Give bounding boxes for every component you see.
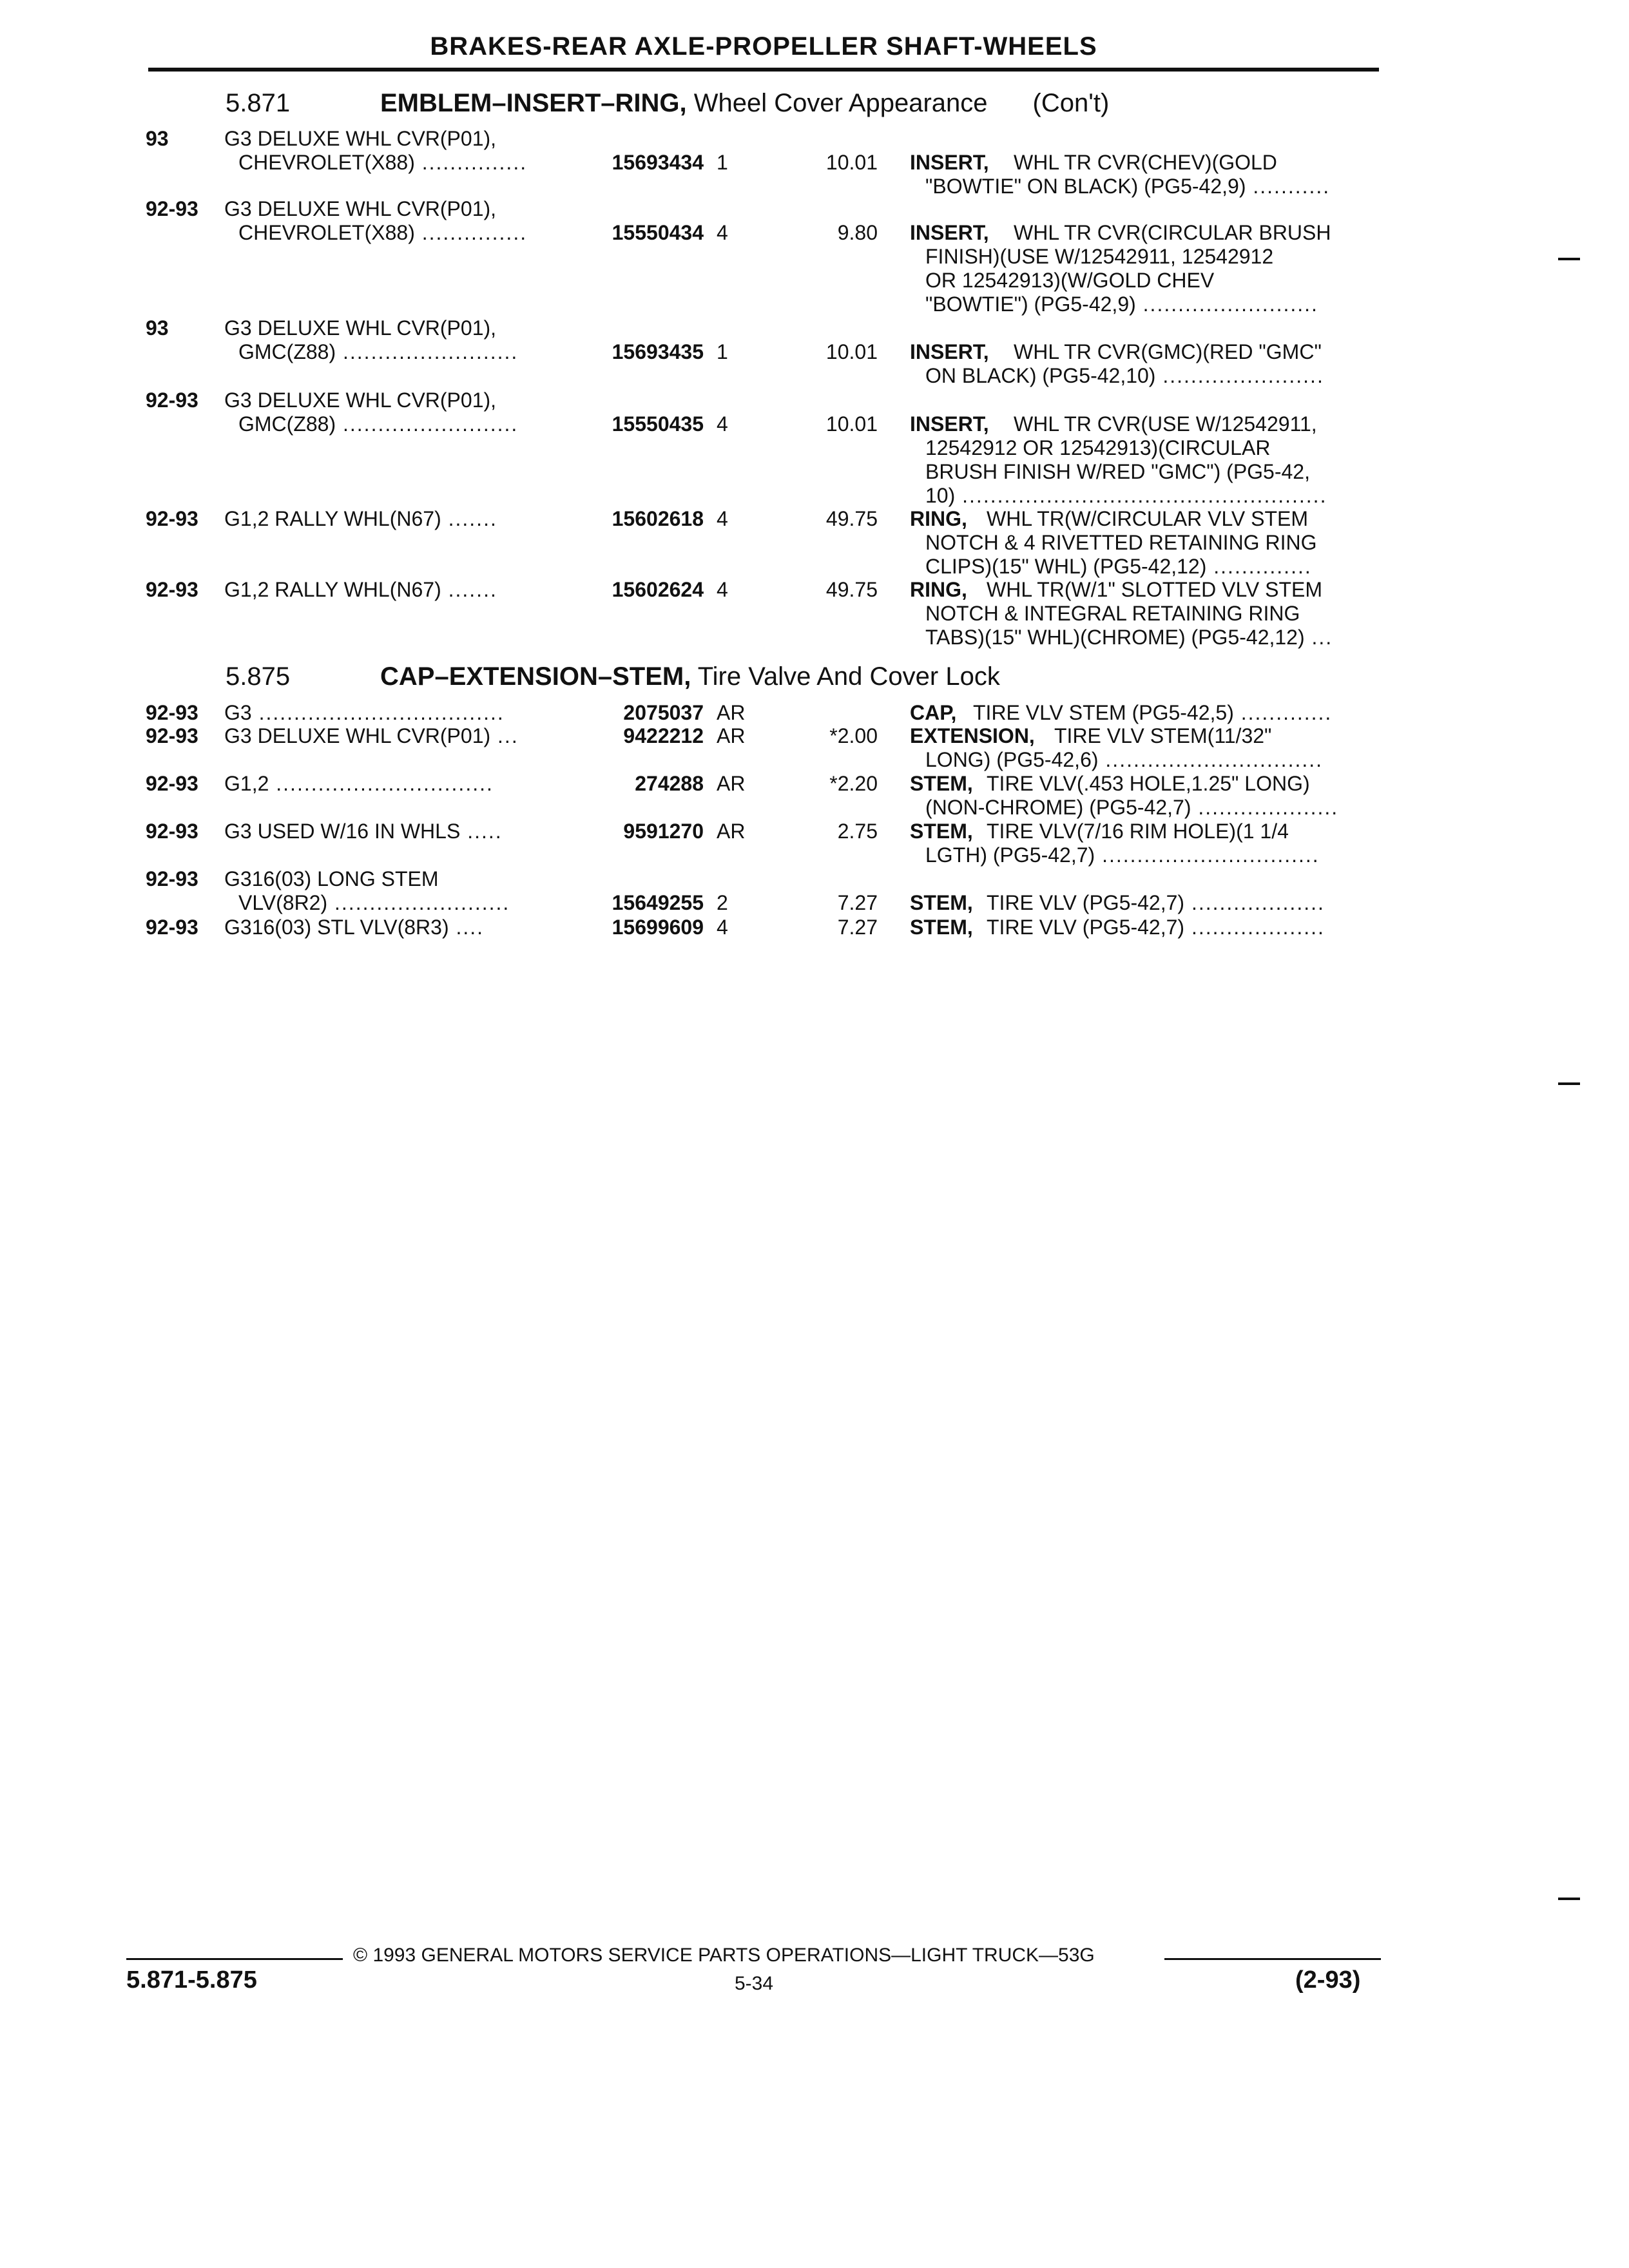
application-description-continued: GMC(Z88) ......................... bbox=[238, 340, 519, 363]
quantity: 4 bbox=[717, 578, 728, 601]
section-number: 5.871 bbox=[226, 89, 291, 117]
part-note: WHL TR CVR(GMC)(RED "GMC" bbox=[1014, 340, 1322, 363]
leader-dots: ................................... bbox=[251, 701, 505, 724]
part-name: STEM, bbox=[910, 916, 973, 939]
model-year: 92-93 bbox=[146, 867, 198, 890]
leader-dots: ................... bbox=[1184, 916, 1325, 939]
quantity: AR bbox=[717, 772, 746, 795]
quantity: 2 bbox=[717, 891, 728, 914]
part-note-continued: "BOWTIE" ON BLACK) (PG5-42,9) ........... bbox=[925, 175, 1331, 198]
application-description: G316(03) STL VLV(8R3) .... bbox=[224, 916, 485, 939]
leader-dots: ............... bbox=[414, 151, 528, 174]
part-number: 2075037 bbox=[623, 701, 704, 724]
part-number: 15649255 bbox=[612, 891, 704, 914]
part-name: STEM, bbox=[910, 772, 973, 795]
part-number: 15693434 bbox=[612, 151, 704, 174]
part-name: INSERT, bbox=[910, 151, 989, 174]
price: 10.01 bbox=[825, 340, 878, 363]
quantity: 1 bbox=[717, 340, 728, 363]
price: 49.75 bbox=[825, 578, 878, 601]
price: *2.00 bbox=[829, 724, 878, 747]
part-note: TIRE VLV STEM (PG5-42,5) ............. bbox=[973, 701, 1333, 724]
section-title bbox=[380, 662, 1045, 691]
leader-dots: ......................... bbox=[1135, 293, 1318, 316]
model-year: 92-93 bbox=[146, 578, 198, 601]
model-year: 92-93 bbox=[146, 507, 198, 530]
section-title-rest: Tire Valve And Cover Lock bbox=[691, 662, 1000, 691]
section-heading bbox=[226, 662, 1045, 691]
quantity: 4 bbox=[717, 507, 728, 530]
part-note: TIRE VLV (PG5-42,7) ................... bbox=[987, 916, 1325, 939]
price: 10.01 bbox=[825, 412, 878, 436]
quantity: AR bbox=[717, 701, 746, 724]
model-year: 92-93 bbox=[146, 820, 198, 843]
part-note: WHL TR CVR(CHEV)(GOLD bbox=[1014, 151, 1277, 174]
leader-dots: ......................... bbox=[336, 412, 519, 436]
application-description: G3 DELUXE WHL CVR(P01), bbox=[224, 197, 497, 220]
part-note-continued: FINISH)(USE W/12542911, 12542912 bbox=[925, 245, 1274, 268]
part-number: 15602624 bbox=[612, 578, 704, 601]
quantity: 4 bbox=[717, 412, 728, 436]
part-name: CAP, bbox=[910, 701, 957, 724]
section-title-rest: Wheel Cover Appearance bbox=[686, 89, 988, 117]
part-name: STEM, bbox=[910, 891, 973, 914]
part-name: INSERT, bbox=[910, 412, 989, 436]
part-note: TIRE VLV(7/16 RIM HOLE)(1 1/4 bbox=[987, 820, 1289, 843]
margin-tick-mark bbox=[1558, 1898, 1580, 1900]
footer-page-number: 5-34 bbox=[735, 1973, 774, 1994]
leader-dots: ........... bbox=[1246, 175, 1331, 198]
quantity: 4 bbox=[717, 221, 728, 244]
application-description: G1,2 ............................... bbox=[224, 772, 494, 795]
quantity: AR bbox=[717, 820, 746, 843]
part-number: 15699609 bbox=[612, 916, 704, 939]
model-year: 92-93 bbox=[146, 389, 198, 412]
price: 49.75 bbox=[825, 507, 878, 530]
section-title bbox=[380, 89, 1109, 117]
application-description-continued: CHEVROLET(X88) ............... bbox=[238, 221, 528, 244]
leader-dots: .............. bbox=[1206, 555, 1312, 578]
price: 9.80 bbox=[837, 221, 878, 244]
part-note-continued: NOTCH & 4 RIVETTED RETAINING RING bbox=[925, 531, 1317, 554]
footer-rule-right bbox=[1164, 1958, 1381, 1960]
part-note-continued: 10) .................................................... bbox=[925, 484, 1327, 507]
leader-dots: ................... bbox=[1184, 891, 1325, 914]
section-continued: (Con't) bbox=[1032, 89, 1110, 117]
footer-revision-date: (2-93) bbox=[1295, 1966, 1361, 1994]
leader-dots: ....... bbox=[441, 507, 497, 530]
part-number: 15693435 bbox=[612, 340, 704, 363]
leader-dots: .... bbox=[448, 916, 485, 939]
part-note-continued: TABS)(15" WHL)(CHROME) (PG5-42,12) ... bbox=[925, 626, 1333, 649]
leader-dots: ............................... bbox=[1095, 843, 1320, 867]
margin-tick-mark bbox=[1558, 1082, 1580, 1085]
part-note-continued: (NON-CHROME) (PG5-42,7) .................... bbox=[925, 796, 1339, 819]
application-description-continued: CHEVROLET(X88) ............... bbox=[238, 151, 528, 174]
part-note: WHL TR CVR(CIRCULAR BRUSH bbox=[1014, 221, 1331, 244]
model-year: 92-93 bbox=[146, 197, 198, 220]
application-description: G3 ................................... bbox=[224, 701, 505, 724]
application-description-continued: GMC(Z88) ......................... bbox=[238, 412, 519, 436]
footer-rule-left bbox=[126, 1958, 343, 1960]
part-note: TIRE VLV(.453 HOLE,1.25" LONG) bbox=[987, 772, 1310, 795]
leader-dots: .................................................... bbox=[955, 484, 1327, 507]
quantity: AR bbox=[717, 724, 746, 747]
part-note-continued: OR 12542913)(W/GOLD CHEV bbox=[925, 269, 1215, 292]
application-description: G3 USED W/16 IN WHLS ..... bbox=[224, 820, 503, 843]
leader-dots: ....... bbox=[441, 578, 497, 601]
quantity: 4 bbox=[717, 916, 728, 939]
part-number: 15550434 bbox=[612, 221, 704, 244]
price: *2.20 bbox=[829, 772, 878, 795]
application-description: G3 DELUXE WHL CVR(P01) ... bbox=[224, 724, 519, 747]
leader-dots: ......................... bbox=[327, 891, 510, 914]
leader-dots: ..... bbox=[460, 820, 503, 843]
part-name: RING, bbox=[910, 507, 967, 530]
section-title-bold: EMBLEM–INSERT–RING, bbox=[380, 89, 687, 117]
quantity: 1 bbox=[717, 151, 728, 174]
leader-dots: ............................... bbox=[269, 772, 494, 795]
part-number: 9591270 bbox=[623, 820, 704, 843]
part-name: INSERT, bbox=[910, 221, 989, 244]
leader-dots: ............................... bbox=[1098, 748, 1324, 771]
leader-dots: ... bbox=[490, 724, 519, 747]
price: 10.01 bbox=[825, 151, 878, 174]
part-note-continued: "BOWTIE") (PG5-42,9) ......................... bbox=[925, 293, 1318, 316]
leader-dots: ... bbox=[1304, 626, 1333, 649]
model-year: 92-93 bbox=[146, 724, 198, 747]
section-number: 5.875 bbox=[226, 662, 291, 691]
price: 7.27 bbox=[837, 891, 878, 914]
model-year: 93 bbox=[146, 316, 169, 340]
leader-dots: .................... bbox=[1191, 796, 1339, 819]
part-note: WHL TR CVR(USE W/12542911, bbox=[1014, 412, 1317, 436]
part-number: 15602618 bbox=[612, 507, 704, 530]
leader-dots: ............. bbox=[1233, 701, 1333, 724]
part-note-continued: 12542912 OR 12542913)(CIRCULAR bbox=[925, 436, 1271, 459]
part-note-continued: CLIPS)(15" WHL) (PG5-42,12) .............. bbox=[925, 555, 1312, 578]
price: 2.75 bbox=[837, 820, 878, 843]
model-year: 92-93 bbox=[146, 701, 198, 724]
part-number: 9422212 bbox=[623, 724, 704, 747]
application-description: G1,2 RALLY WHL(N67) ....... bbox=[224, 507, 497, 530]
application-description: G3 DELUXE WHL CVR(P01), bbox=[224, 127, 497, 150]
part-name: EXTENSION, bbox=[910, 724, 1035, 747]
footer-copyright: © 1993 GENERAL MOTORS SERVICE PARTS OPERATIONS—LIGHT TRUCK—53G bbox=[353, 1945, 1095, 1966]
part-number: 15550435 bbox=[612, 412, 704, 436]
application-description: G1,2 RALLY WHL(N67) ....... bbox=[224, 578, 497, 601]
part-note: TIRE VLV (PG5-42,7) ................... bbox=[987, 891, 1325, 914]
model-year: 93 bbox=[146, 127, 169, 150]
part-note: TIRE VLV STEM(11/32" bbox=[1054, 724, 1272, 747]
part-note-continued: NOTCH & INTEGRAL RETAINING RING bbox=[925, 602, 1300, 625]
margin-tick-mark bbox=[1558, 258, 1580, 260]
section-heading bbox=[226, 89, 1109, 118]
price: 7.27 bbox=[837, 916, 878, 939]
leader-dots: ....................... bbox=[1155, 364, 1324, 387]
application-description-continued: VLV(8R2) ......................... bbox=[238, 891, 510, 914]
section-title-bold: CAP–EXTENSION–STEM, bbox=[380, 662, 691, 691]
part-name: INSERT, bbox=[910, 340, 989, 363]
part-name: STEM, bbox=[910, 820, 973, 843]
leader-dots: ............... bbox=[414, 221, 528, 244]
page-title: BRAKES-REAR AXLE-PROPELLER SHAFT-WHEELS bbox=[430, 32, 1097, 61]
application-description: G3 DELUXE WHL CVR(P01), bbox=[224, 389, 497, 412]
part-note: WHL TR(W/CIRCULAR VLV STEM bbox=[987, 507, 1308, 530]
application-description: G3 DELUXE WHL CVR(P01), bbox=[224, 316, 497, 340]
part-name: RING, bbox=[910, 578, 967, 601]
part-note-continued: ON BLACK) (PG5-42,10) ....................... bbox=[925, 364, 1324, 387]
part-number: 274288 bbox=[635, 772, 704, 795]
application-description: G316(03) LONG STEM bbox=[224, 867, 439, 890]
part-note-continued: LONG) (PG5-42,6) ............................... bbox=[925, 748, 1324, 771]
part-note-continued: LGTH) (PG5-42,7) ............................... bbox=[925, 843, 1320, 867]
part-note: WHL TR(W/1" SLOTTED VLV STEM bbox=[987, 578, 1323, 601]
part-note-continued: BRUSH FINISH W/RED "GMC") (PG5-42, bbox=[925, 460, 1310, 483]
title-rule bbox=[148, 68, 1379, 72]
leader-dots: ......................... bbox=[336, 340, 519, 363]
model-year: 92-93 bbox=[146, 772, 198, 795]
model-year: 92-93 bbox=[146, 916, 198, 939]
footer-section-range: 5.871-5.875 bbox=[126, 1966, 257, 1994]
